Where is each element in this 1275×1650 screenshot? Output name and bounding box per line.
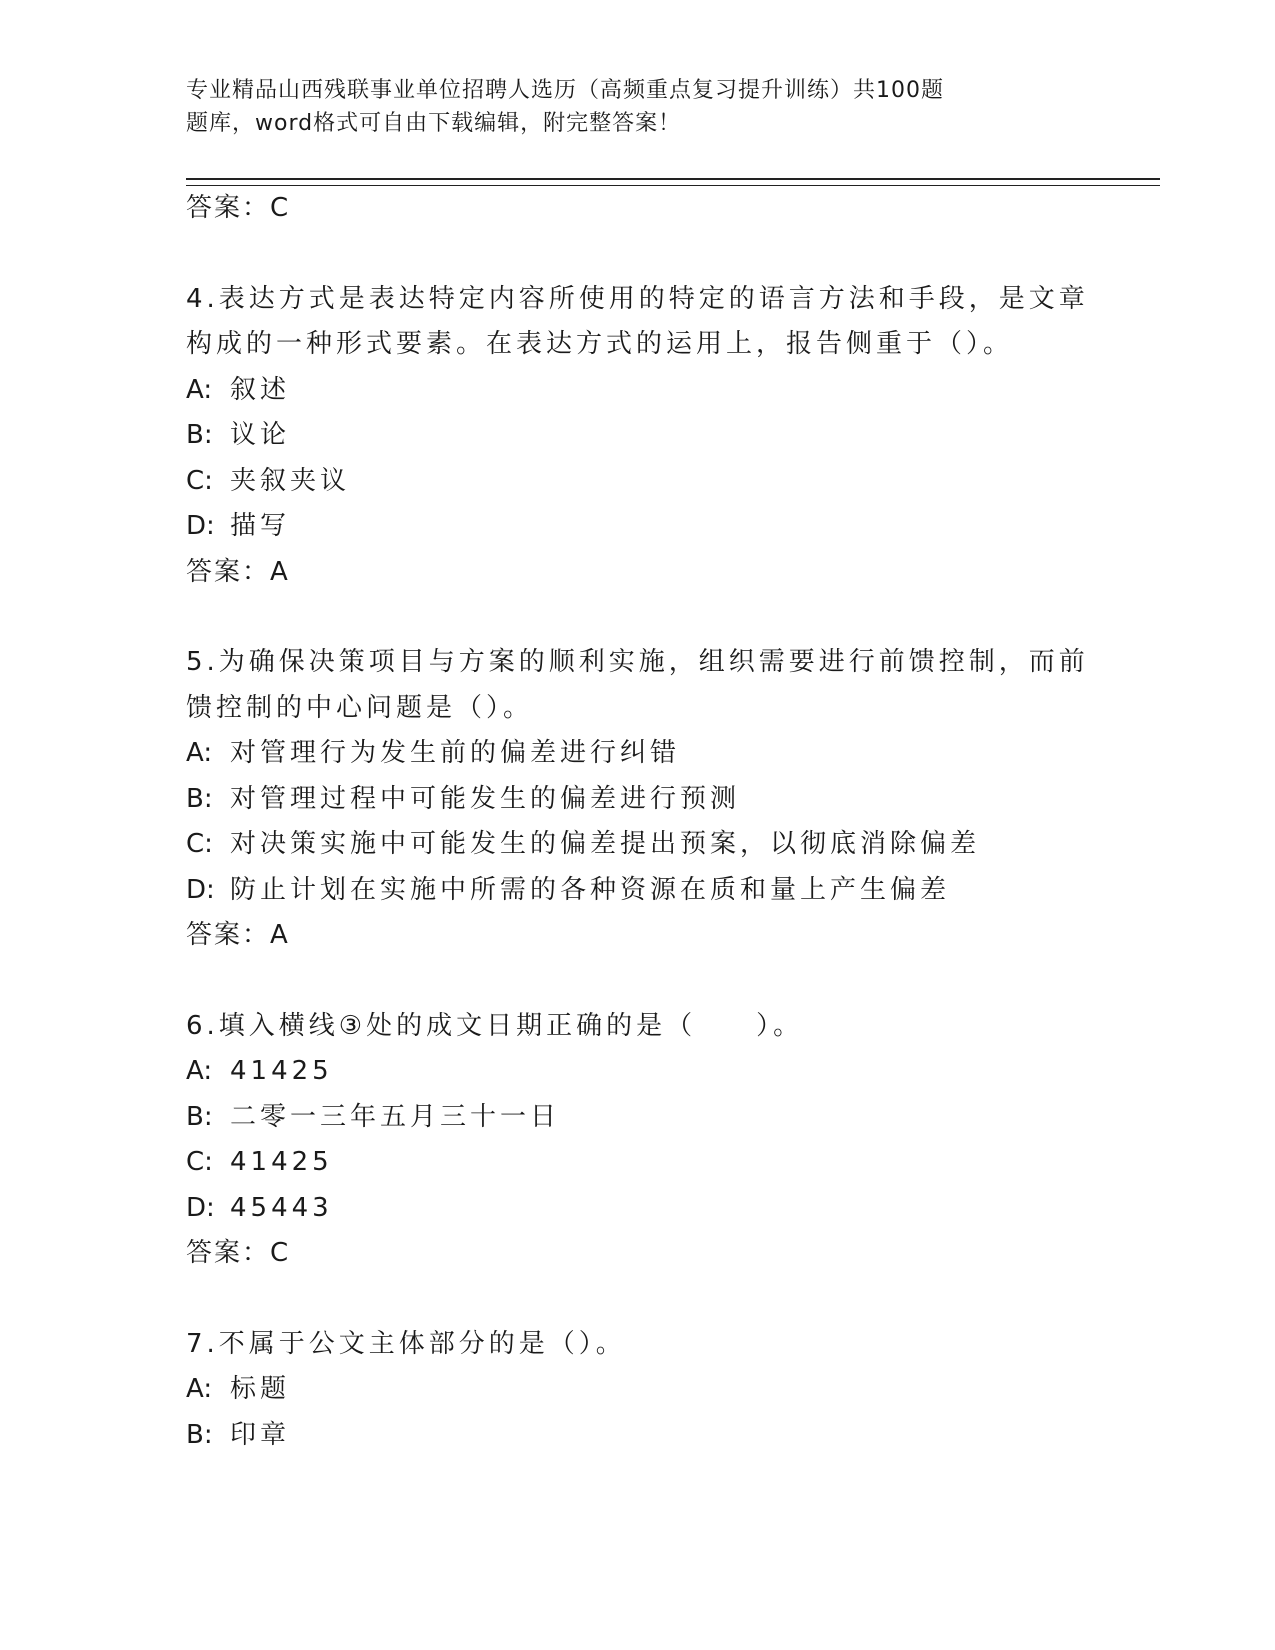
option-a bbox=[186, 731, 1086, 777]
option-label: A: bbox=[186, 1056, 213, 1086]
spacer bbox=[186, 232, 1086, 277]
option-text: 防止计划在实施中所需的各种资源在质和量上产生偏差 bbox=[230, 874, 951, 905]
option-text: 议论 bbox=[230, 420, 291, 450]
option-text: 45443 bbox=[230, 1192, 333, 1223]
option-a bbox=[186, 1049, 1086, 1095]
option-text: 标题 bbox=[230, 1374, 291, 1404]
question-stem-line: 馈控制的中心问题是（）。 bbox=[186, 692, 534, 723]
option-text: 41425 bbox=[230, 1147, 333, 1177]
option-b bbox=[186, 1095, 1086, 1141]
option-a bbox=[186, 1367, 1086, 1413]
option-label: C: bbox=[186, 829, 213, 859]
option-label: A: bbox=[186, 1374, 213, 1404]
option-text: 对决策实施中可能发生的偏差提出预案，以彻底消除偏差 bbox=[230, 829, 981, 859]
option-text: 41425 bbox=[230, 1056, 333, 1086]
option-text: 叙述 bbox=[230, 374, 291, 405]
option-label: B: bbox=[186, 420, 213, 450]
option-c bbox=[186, 459, 1086, 505]
question-stem-line: 7.不属于公文主体部分的是（）。 bbox=[186, 1328, 626, 1359]
option-d bbox=[186, 868, 1086, 914]
option-a bbox=[186, 368, 1086, 414]
question-stem-line: 6.填入横线③处的成文日期正确的是（ ）。 bbox=[186, 1010, 804, 1041]
spacer bbox=[186, 1277, 1086, 1322]
option-d bbox=[186, 504, 1086, 550]
spacer bbox=[186, 595, 1086, 640]
answer: 答案：A bbox=[186, 920, 290, 950]
option-text: 印章 bbox=[230, 1419, 291, 1450]
option-label: D: bbox=[186, 874, 215, 905]
option-c bbox=[186, 1140, 1086, 1186]
question-6 bbox=[186, 1004, 1086, 1277]
option-text: 对管理行为发生前的偏差进行纠错 bbox=[230, 738, 681, 768]
option-label: B: bbox=[186, 783, 213, 814]
document-header bbox=[186, 74, 1046, 140]
option-label: D: bbox=[186, 511, 215, 541]
answer: 答案：A bbox=[186, 556, 290, 587]
option-label: D: bbox=[186, 1192, 215, 1223]
spacer bbox=[186, 959, 1086, 1004]
option-text: 描写 bbox=[230, 511, 291, 541]
question-stem-line: 构成的一种形式要素。在表达方式的运用上，报告侧重于（）。 bbox=[186, 329, 1014, 359]
option-label: B: bbox=[186, 1419, 213, 1450]
option-text: 二零一三年五月三十一日 bbox=[230, 1101, 561, 1132]
question-stem-line: 5.为确保决策项目与方案的顺利实施，组织需要进行前馈控制，而前 bbox=[186, 647, 1089, 677]
header-line-2: 题库，word格式可自由下载编辑，附完整答案！ bbox=[186, 111, 682, 136]
option-label: B: bbox=[186, 1101, 213, 1132]
option-c bbox=[186, 822, 1086, 868]
option-label: A: bbox=[186, 374, 213, 405]
option-b bbox=[186, 413, 1086, 459]
header-line-1: 专业精品山西残联事业单位招聘人选历（高频重点复习提升训练）共100题 bbox=[186, 78, 944, 103]
option-d bbox=[186, 1186, 1086, 1232]
option-label: C: bbox=[186, 1147, 213, 1177]
option-b bbox=[186, 777, 1086, 823]
option-b bbox=[186, 1413, 1086, 1459]
question-stem-line: 4.表达方式是表达特定内容所使用的特定的语言方法和手段，是文章 bbox=[186, 283, 1089, 314]
question-4 bbox=[186, 277, 1089, 596]
question-7 bbox=[186, 1322, 1086, 1459]
option-label: C: bbox=[186, 465, 213, 496]
option-text: 对管理过程中可能发生的偏差进行预测 bbox=[230, 783, 741, 814]
question-5 bbox=[186, 640, 1089, 959]
option-label: A: bbox=[186, 738, 213, 768]
header-divider bbox=[186, 178, 1160, 186]
option-text: 夹叙夹议 bbox=[230, 465, 351, 496]
question-list bbox=[186, 186, 1089, 1458]
previous-answer: 答案：C bbox=[186, 193, 291, 223]
answer: 答案：C bbox=[186, 1238, 291, 1268]
